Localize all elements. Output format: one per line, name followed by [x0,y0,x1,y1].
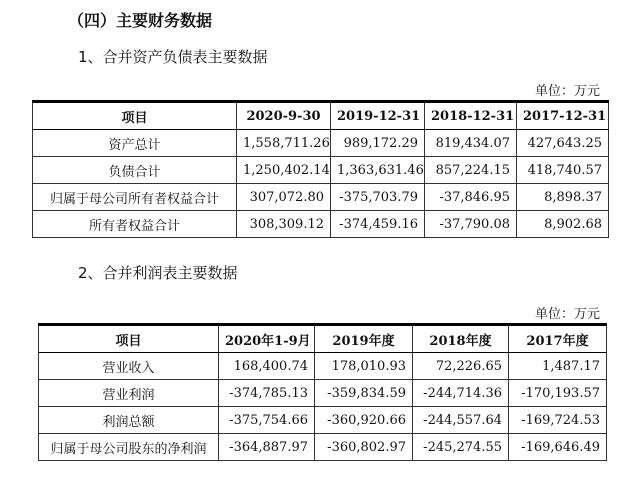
section-title: （四）主要财务数据 [68,11,213,30]
table-cell: 1,558,711.26 [237,130,331,157]
header-cell: 2019年度 [315,325,413,353]
row-label: 营业收入 [39,353,219,380]
table-row [33,211,609,238]
table-cell: 72,226.65 [413,353,509,380]
table-cell: -359,834.59 [315,380,413,407]
table-cell: -245,274.55 [413,434,509,461]
header-cell: 2017年度 [509,325,607,353]
table-row [39,380,607,407]
table-row [33,184,609,211]
table-cell: -170,193.57 [509,380,607,407]
table-header-row [39,325,607,353]
table-row [39,434,607,461]
header-cell: 2020-9-30 [237,102,331,130]
row-label: 负债合计 [33,157,237,184]
table-cell: -360,802.97 [315,434,413,461]
income-statement-table [38,323,607,461]
table-cell: 168,400.74 [219,353,315,380]
table-cell: 418,740.57 [517,157,609,184]
table-cell: -244,714.36 [413,380,509,407]
table-cell: 857,224.15 [425,157,517,184]
row-label: 资产总计 [33,130,237,157]
table-cell: -375,703.79 [331,184,425,211]
table-cell: 178,010.93 [315,353,413,380]
table-cell: 307,072.80 [237,184,331,211]
table-cell: 1,250,402.14 [237,157,331,184]
row-label: 营业利润 [39,380,219,407]
table-cell: -374,459.16 [331,211,425,238]
table-cell: 989,172.29 [331,130,425,157]
table-row [39,353,607,380]
table-cell: 8,898.37 [517,184,609,211]
header-cell: 2019-12-31 [331,102,425,130]
row-label: 利润总额 [39,407,219,434]
table-cell: -37,846.95 [425,184,517,211]
row-label: 归属于母公司股东的净利润 [39,434,219,461]
header-cell: 项目 [33,102,237,130]
table-cell: -169,724.53 [509,407,607,434]
table-cell: -360,920.66 [315,407,413,434]
table-cell: 427,643.25 [517,130,609,157]
income-statement-subtitle: 2、合并利润表主要数据 [78,264,238,282]
table-cell: 8,902.68 [517,211,609,238]
table-cell: -374,785.13 [219,380,315,407]
table-cell: 1,363,631.46 [331,157,425,184]
table-cell: -37,790.08 [425,211,517,238]
table-cell: -169,646.49 [509,434,607,461]
balance-sheet-table [32,100,609,238]
table-cell: 308,309.12 [237,211,331,238]
income-unit-label: 单位：万元 [534,307,600,322]
table-cell: -375,754.66 [219,407,315,434]
header-cell: 2017-12-31 [517,102,609,130]
row-label: 所有者权益合计 [33,211,237,238]
table-cell: 1,487.17 [509,353,607,380]
header-cell: 2018年度 [413,325,509,353]
header-cell: 2020年1-9月 [219,325,315,353]
table-cell: -364,887.97 [219,434,315,461]
table-row [39,407,607,434]
table-row [33,130,609,157]
table-row [33,157,609,184]
balance-unit-label: 单位：万元 [534,84,600,99]
table-header-row [33,102,609,130]
table-cell: 819,434.07 [425,130,517,157]
header-cell: 项目 [39,325,219,353]
row-label: 归属于母公司所有者权益合计 [33,184,237,211]
header-cell: 2018-12-31 [425,102,517,130]
table-cell: -244,557.64 [413,407,509,434]
balance-sheet-subtitle: 1、合并资产负债表主要数据 [78,48,268,66]
